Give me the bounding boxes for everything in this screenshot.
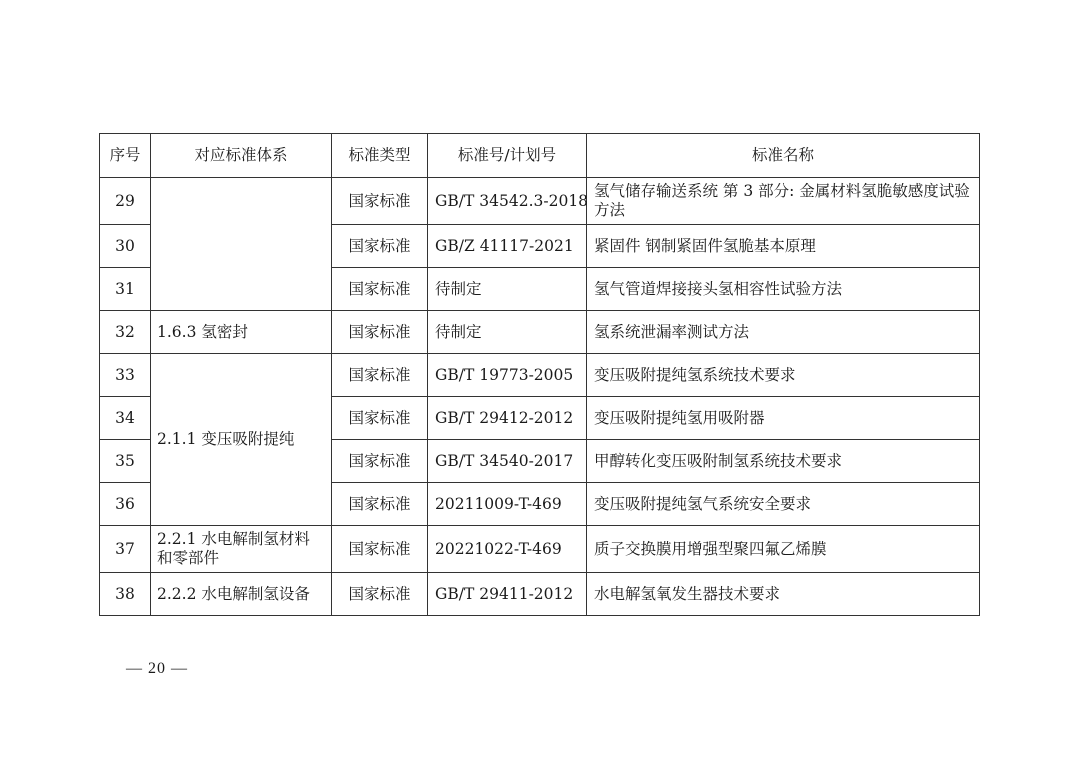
- row-name: 水电解氢氧发生器技术要求: [587, 573, 980, 616]
- row-number: 32: [100, 311, 151, 354]
- row-type: 国家标准: [332, 397, 428, 440]
- row-name: 紧固件 钢制紧固件氢脆基本原理: [587, 225, 980, 268]
- row-number: 38: [100, 573, 151, 616]
- row-name: 氢气管道焊接接头氢相容性试验方法: [587, 268, 980, 311]
- row-type: 国家标准: [332, 225, 428, 268]
- row-type: 国家标准: [332, 178, 428, 225]
- row-code: 20211009-T-469: [428, 483, 587, 526]
- row-code: GB/T 29411-2012: [428, 573, 587, 616]
- row-code: GB/T 29412-2012: [428, 397, 587, 440]
- header-standard-type: 标准类型: [332, 134, 428, 178]
- row-system: 2.1.1 变压吸附提纯: [151, 354, 332, 526]
- row-number: 30: [100, 225, 151, 268]
- row-number: 33: [100, 354, 151, 397]
- row-type: 国家标准: [332, 573, 428, 616]
- row-number: 37: [100, 526, 151, 573]
- row-number: 31: [100, 268, 151, 311]
- row-code: 待制定: [428, 311, 587, 354]
- row-system: 2.2.2 水电解制氢设备: [151, 573, 332, 616]
- table-row: [100, 573, 980, 616]
- row-system: 1.6.3 氢密封: [151, 311, 332, 354]
- row-name: 质子交换膜用增强型聚四氟乙烯膜: [587, 526, 980, 573]
- header-serial-number: 序号: [100, 134, 151, 178]
- row-type: 国家标准: [332, 440, 428, 483]
- row-code: GB/Z 41117-2021: [428, 225, 587, 268]
- standards-table: [99, 133, 980, 616]
- table-row: [100, 526, 980, 573]
- row-code: 待制定: [428, 268, 587, 311]
- table-row: [100, 178, 980, 225]
- row-number: 34: [100, 397, 151, 440]
- row-system: [151, 178, 332, 311]
- header-standard-system: 对应标准体系: [151, 134, 332, 178]
- row-name: 甲醇转化变压吸附制氢系统技术要求: [587, 440, 980, 483]
- row-name: 变压吸附提纯氢用吸附器: [587, 397, 980, 440]
- header-standard-code: 标准号/计划号: [428, 134, 587, 178]
- row-number: 29: [100, 178, 151, 225]
- row-code: GB/T 34542.3-2018: [428, 178, 587, 225]
- row-name: 氢系统泄漏率测试方法: [587, 311, 980, 354]
- row-type: 国家标准: [332, 526, 428, 573]
- row-type: 国家标准: [332, 354, 428, 397]
- row-name: 变压吸附提纯氢系统技术要求: [587, 354, 980, 397]
- table-header-row: [100, 134, 980, 178]
- row-type: 国家标准: [332, 483, 428, 526]
- table-row: [100, 311, 980, 354]
- row-number: 35: [100, 440, 151, 483]
- row-system: 2.2.1 水电解制氢材料和零部件: [151, 526, 332, 573]
- row-code: GB/T 19773-2005: [428, 354, 587, 397]
- row-type: 国家标准: [332, 311, 428, 354]
- row-code: 20221022-T-469: [428, 526, 587, 573]
- table-row: [100, 354, 980, 397]
- page-number: — 20 —: [126, 660, 188, 677]
- row-name: 变压吸附提纯氢气系统安全要求: [587, 483, 980, 526]
- row-code: GB/T 34540-2017: [428, 440, 587, 483]
- header-standard-name: 标准名称: [587, 134, 980, 178]
- row-number: 36: [100, 483, 151, 526]
- row-type: 国家标准: [332, 268, 428, 311]
- row-name: 氢气储存输送系统 第 3 部分: 金属材料氢脆敏感度试验方法: [587, 178, 980, 225]
